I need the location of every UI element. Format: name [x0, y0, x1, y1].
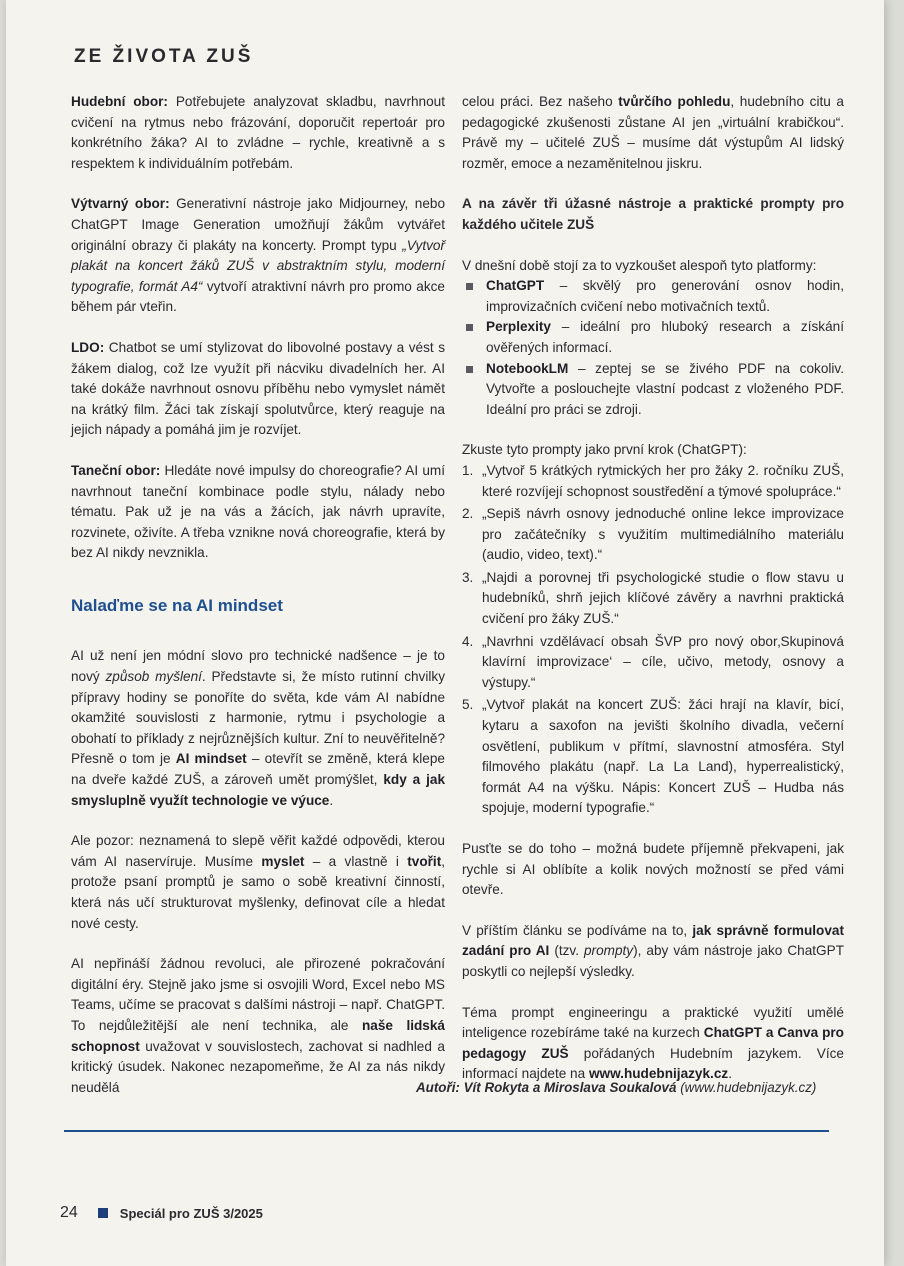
publication-name: Speciál pro ZUŠ 3/2025 [119, 1205, 263, 1221]
text-span: – otevřít se změně, která klepe na dveře každé ZUŠ, a zároveň umět promýšlet, [71, 751, 445, 788]
text-music: Potřebujete analyzovat skladbu, navrhnout cvičení na rytmus nebo frázování, doporučit repertoár pro konkrétního žáka? AI to zvládne – rychle, kreativně a s respektem k individuálním potřebám. [71, 94, 446, 171]
prompts-list [462, 461, 844, 819]
text-span: , protože psaní promptů je samo o sobě kreativní činností, která nás učí strukturovat myšlenky, definovat cíle a hledat nové cesty. [71, 853, 445, 931]
lead-ldo: LDO: [71, 339, 105, 355]
text-span: . Představte si, že místo rutinní chvilky přípravy hodiny se ponoříte do světa, kde vám AI nabídne okamžité souvislosti z harmonie, rytmu i psychologie a obohatí to příklady z nejrůznějších kultur. Zní to neuvěřitelně? Přesně o tom je [71, 669, 445, 767]
bold-span: naše lidská schopnost [71, 1017, 445, 1054]
left-column [71, 92, 445, 1118]
text-span: (tzv. [549, 943, 584, 959]
paragraph-courses [462, 1003, 844, 1085]
text-art-italic: „Vytvoř plakát na koncert žáků ZUŠ v abstraktním stylu, moderní typografie, formát A4“ [71, 237, 445, 294]
list-item [462, 461, 844, 502]
page-number: 24 [60, 1204, 78, 1221]
list-item [462, 632, 844, 694]
text-span: pořádaných Hudebním jazykem. Více informací najdete na [462, 1045, 844, 1082]
paragraph-music [71, 92, 445, 174]
prompt-text: „Sepiš návrh osnovy jednoduché online lekce improvizace pro začátečníky s využitím multimediálního materiálu (audio, video, text).“ [482, 506, 844, 563]
bold-span: tvořit [407, 853, 442, 869]
text-art-2: vytvoří atraktivní návrh pro promo akce během pár vteřin. [71, 278, 445, 315]
tool-name: ChatGPT [486, 278, 545, 294]
list-number: 3. [462, 569, 474, 585]
list-item [462, 276, 844, 317]
prompt-text: „Najdi a porovnej tři psychologické studie o flow stavu u hudebníků, shrň jejich klíčové závěry a navrhni praktická cvičení pro žáky ZUŠ.“ [482, 569, 844, 627]
text-span: . [728, 1066, 732, 1082]
prompt-text: „Vytvoř 5 krátkých rytmických her pro žáky 2. ročníku ZUŠ, které rozvíjejí schopnost soustředění a týmové spolupráce.“ [482, 462, 844, 499]
lead-art: Výtvarný obor: [71, 196, 170, 212]
list-number: 2. [462, 506, 474, 522]
lead-music: Hudební obor: [71, 94, 168, 109]
tool-desc: – skvělý pro generování osnov hodin, improvizačních cvičení nebo motivačních textů. [486, 278, 844, 314]
bold-span: AI mindset [175, 751, 247, 767]
paragraph-ldo [71, 338, 445, 441]
paragraph-evolution [71, 954, 445, 1098]
paragraph-mindset [71, 646, 445, 811]
lead-dance: Taneční obor: [71, 462, 161, 478]
prompts-intro: Zkuste tyto prompty jako první krok (ChatGPT): [462, 442, 747, 458]
text-span: AI nepřináší žádnou revoluci, ale přirozené pokračování digitální éry. Stejně jako jsme si osvojili Word, Excel nebo MS Teams, učíme se pracovat s dalšími nástroji – např. ChatGPT. To nejdůležitější ale není technika, ale [71, 956, 445, 1033]
section-title: ZE ŽIVOTA ZUŠ [74, 46, 254, 67]
bold-span: tvůrčího pohledu [618, 94, 731, 109]
tools-heading: A na závěr tři úžasné nástroje a praktické prompty pro každého učitele ZUŠ [462, 196, 844, 232]
tool-desc: – zeptej se se živého PDF na cokoliv. Vytvořte a poslouchejte vlastní podcast z vloženého PDF. Ideální pro práci se zdroji. [486, 360, 844, 417]
text-span: . [329, 792, 334, 808]
italic-span: způsob myšlení [105, 669, 202, 685]
divider-rule [64, 1130, 829, 1132]
text-span: celou práci. Bez našeho [462, 94, 619, 109]
list-item [462, 504, 844, 566]
bold-span: kdy a jak smysluplně využít technologie ve výuce [71, 772, 446, 808]
authors-names: Vít Rokyta a Miroslava Soukalová [459, 1080, 677, 1095]
list-item [462, 568, 844, 630]
text-span: AI už není jen módní slovo pro technické nadšence – je to nový [71, 648, 445, 685]
tools-list [462, 276, 844, 420]
paragraph-caution [71, 831, 445, 934]
prompt-text: „Navrhni vzdělávací obsah ŠVP pro nový obor‚Skupinová klavírní improvizace‘ – cíle, učivo, metody, osnovy a výstupy.“ [482, 633, 844, 690]
square-icon [98, 1208, 108, 1218]
text-span: uvažovat v souvislostech, zachovat si nadhled a kritický úsudek. Nakonec nezapomeňme, že AI za nás nikdy neudělá [71, 1038, 445, 1095]
list-number: 1. [462, 462, 474, 478]
list-number: 4. [462, 633, 474, 649]
magazine-page [6, 0, 884, 1266]
subheading-ai-mindset: Nalaďme se na AI mindset [71, 595, 283, 615]
text-span: ), aby vám nástroje jako ChatGPT poskytli co nejlepší výsledky. [462, 943, 845, 979]
authors-site: (www.hudebnijazyk.cz) [676, 1080, 817, 1095]
text-span: Téma prompt engineeringu a praktické využití umělé inteligence rozebíráme také na kurzech [462, 1004, 844, 1041]
list-item [462, 317, 844, 358]
text-span: – a vlastně i [304, 853, 408, 869]
paragraph-art [71, 194, 445, 318]
list-item [462, 695, 844, 819]
text-dance: Hledáte nové impulsy do choreografie? AI umí navrhnout taneční kombinace podle stylu, nálady nebo tématu. Pak už je na vás a žácích, jak návrh upravíte, rozvinete, oživíte. A třeba vznikne nová choreografie, která by bez AI nikdy nevznikla. [71, 462, 445, 561]
authors-label: Autoři: [416, 1080, 460, 1095]
bold-span: ChatGPT a Canva pro pedagogy ZUŠ [462, 1025, 844, 1061]
paragraph-dance [71, 461, 445, 564]
paragraph-try-it: Pusťte se do toho – možná budete příjemně překvapeni, jak rychle si AI oblíbíte a kolik nových možností se před vámi otevře. [462, 841, 844, 898]
right-column [459, 92, 845, 1105]
authors-credit [416, 1080, 836, 1095]
text-span: , hudebního citu a pedagogické zkušenosti zůstane AI jen „virtuální krabičkou“. Právě my – učitelé ZUŠ – musíme dát výstupům AI lidský rozměr, emoce a nezaměnitelnou jiskru. [462, 94, 844, 171]
paragraph-continuation [462, 92, 844, 174]
italic-span: prompty [584, 943, 634, 959]
text-span: V příštím článku se podíváme na to, [462, 922, 693, 938]
tool-name: NotebookLM [486, 360, 569, 376]
paragraph-next-article [462, 921, 844, 983]
bold-span: jak správně formulovat zadání pro AI [462, 922, 844, 959]
list-item [462, 359, 844, 421]
website-link[interactable]: www.hudebnijazyk.cz [588, 1066, 729, 1082]
list-number: 5. [462, 697, 474, 713]
bold-span: myslet [261, 853, 305, 869]
tools-intro: V dnešní době stojí za to vyzkoušet alespoň tyto platformy: [462, 257, 817, 273]
text-art-1: Generativní nástroje jako Midjourney, nebo ChatGPT Image Generation umožňují žákům vytvářet originální obrazy či plakáty na koncerty. Prompt typu [71, 196, 446, 253]
tool-desc: – ideální pro hluboký research a získání ověřených informací. [486, 319, 844, 355]
prompt-text: „Vytvoř plakát na koncert ZUŠ: žáci hrají na klavír, bicí, kytaru a saxofon na jevišti školního divadla, večerní osvětlení, publikum v přítmí, slavnostní atmosféra. Styl filmového plakátu (např. La La Land), hyperrealistický, formát A4 na výšku. Nápis: Koncert ZUŠ – Hudba nás spojuje, moderní typografie.“ [482, 697, 844, 816]
page-footer [60, 1204, 263, 1222]
text-span: Ale pozor: neznamená to slepě věřit každé odpovědi, kterou vám AI naservíruje. Musíme [71, 833, 445, 869]
text-ldo: Chatbot se umí stylizovat do libovolné postavy a vést s žákem dialog, což lze využít při nácviku divadelních her. AI také dokáže navrhnout osnovu příběhu nebo vymyslet námět na krátký film. Žáci tak získají spolutvůrce, který reaguje na jejich nápady a pomáhá jim je rozvíjet. [71, 339, 445, 438]
tool-name: Perplexity [486, 319, 551, 335]
